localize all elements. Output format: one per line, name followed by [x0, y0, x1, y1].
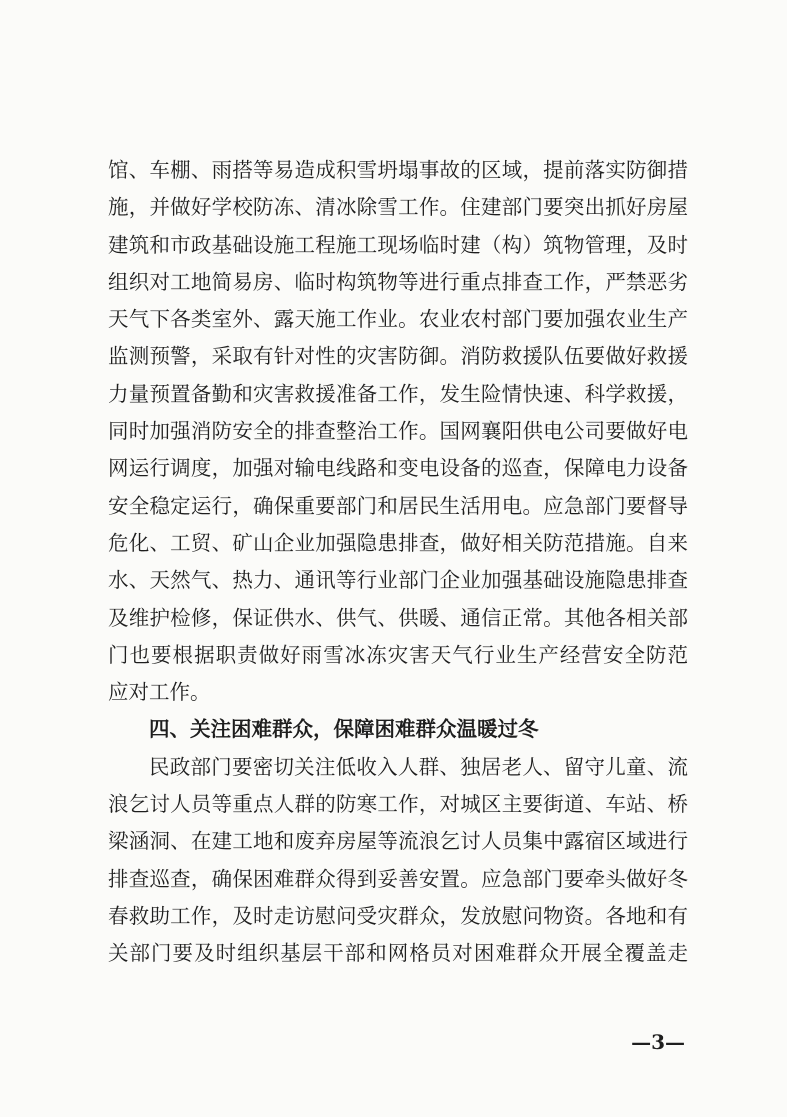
section-heading-4: 四、关注困难群众，保障困难群众温暖过冬 [149, 717, 539, 742]
text-line: 网运行调度，加强对输电线路和变电设备的巡查，保障电力设备 [108, 456, 688, 481]
text-line: 监测预警，采取有针对性的灾害防御。消防救援队伍要做好救援 [108, 344, 688, 369]
paragraph-1 [108, 152, 688, 711]
text-line: 建筑和市政基础设施工程施工现场临时建（构）筑物管理，及时 [108, 232, 688, 257]
text-line: 天气下各类室外、露天施工作业。农业农村部门要加强农业生产 [108, 307, 688, 332]
text-line: 施，并做好学校防冻、清冰除雪工作。住建部门要突出抓好房屋 [108, 195, 688, 220]
text-line: 春救助工作，及时走访慰问受灾群众，发放慰问物资。各地和有 [108, 903, 688, 928]
text-line: 及维护检修，保证供水、供气、供暖、通信正常。其他各相关部 [108, 605, 688, 630]
text-line: 关部门要及时组织基层干部和网格员对困难群众开展全覆盖走 [108, 941, 688, 966]
text-line: 门也要根据职责做好雨雪冰冻灾害天气行业生产经营安全防范 [108, 642, 688, 667]
text-line: 应对工作。 [108, 680, 211, 705]
text-line: 力量预置备勤和灾害救援准备工作，发生险情快速、科学救援， [108, 381, 688, 406]
text-line: 馆、车棚、雨搭等易造成积雪坍塌事故的区域，提前落实防御措 [108, 158, 688, 182]
text-line: 组织对工地简易房、临时构筑物等进行重点排查工作，严禁恶劣 [108, 269, 688, 294]
text-line: 水、天然气、热力、通讯等行业部门企业加强基础设施隐患排查 [108, 568, 688, 593]
body-text [108, 152, 688, 973]
text-line: 民政部门要密切关注低收入人群、独居老人、留守儿童、流 [149, 754, 688, 779]
text-line: 浪乞讨人员等重点人群的防寒工作，对城区主要街道、车站、桥 [108, 792, 688, 817]
text-line: 安全稳定运行，确保重要部门和居民生活用电。应急部门要督导 [108, 493, 688, 518]
text-line: 梁涵洞、在建工地和废弃房屋等流浪乞讨人员集中露宿区域进行 [108, 829, 688, 854]
page-number: —3— [631, 1030, 685, 1054]
text-line: 危化、工贸、矿山企业加强隐患排查，做好相关防范措施。自来 [108, 530, 688, 555]
text-line: 同时加强消防安全的排查整治工作。国网襄阳供电公司要做好电 [108, 419, 688, 444]
text-line: 排查巡查，确保困难群众得到妥善安置。应急部门要牵头做好冬 [108, 866, 688, 891]
paragraph-2 [108, 749, 688, 973]
